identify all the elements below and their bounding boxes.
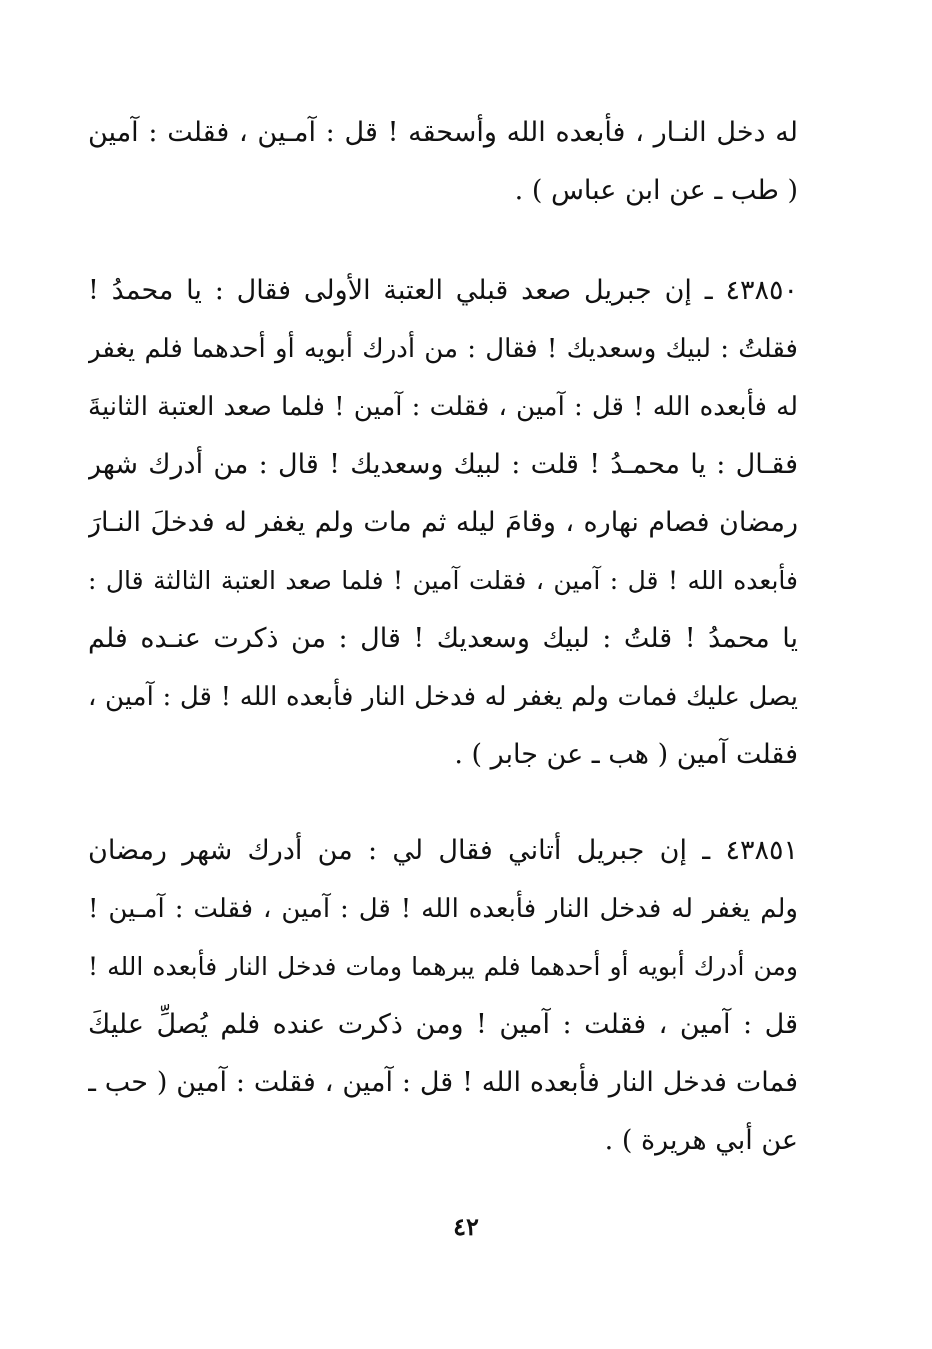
text-line: ومن أدرك أبويه أو أحدهما فلم يبرهما ومات فدخل النار فأبعده الله ! bbox=[88, 952, 798, 981]
text-line: ( طب ـ عن ابن عباس ) . bbox=[514, 175, 798, 206]
text-line: له دخل النـار ، فأبعده الله وأسحقه ! قل : آمـين ، فقلت : آمين bbox=[88, 117, 798, 148]
text-line: ٤٣٨٥٠ ـ إن جبريل صعد قبلي العتبة الأولى فقال : يا محمدُ ! bbox=[88, 275, 798, 306]
paragraph-hadith-43850 bbox=[88, 262, 798, 784]
paragraph-hadith-43851 bbox=[88, 822, 798, 1170]
text-line: فأبعده الله ! قل : آمين ، فقلت آمين ! فلما صعد العتبة الثالثة قال : bbox=[88, 566, 798, 595]
text-line: فقلت آمين ( هب ـ عن جابر ) . bbox=[454, 739, 798, 770]
text-line: يصل عليك فمات ولم يغفر له فدخل النار فأبعده الله ! قل : آمين ، bbox=[88, 682, 798, 712]
text-line: فمات فدخل النار فأبعده الله ! قل : آمين ، فقلت : آمين ( حب ـ bbox=[88, 1067, 798, 1098]
text-line: عن أبي هريرة ) . bbox=[604, 1125, 798, 1156]
text-line: قل : آمين ، فقلت : آمين ! ومن ذكرت عنده فلم يُصلِّ عليكَ bbox=[88, 1009, 798, 1040]
text-line: ولم يغفر له فدخل النار فأبعده الله ! قل : آمين ، فقلت : آمـين ! bbox=[88, 894, 798, 924]
text-line: فقـال : يا محمـدُ ! قلت : لبيك وسعديك ! قال : من أدرك شهر bbox=[88, 449, 798, 480]
paragraph-hadith-continuation bbox=[88, 104, 798, 220]
text-line: فقلتُ : لبيك وسعديك ! فقال : من أدرك أبويه أو أحدهما فلم يغفر bbox=[88, 334, 798, 364]
text-line: له فأبعده الله ! قل : آمين ، فقلت : آمين ! فلما صعد العتبة الثانيةَ bbox=[88, 392, 798, 422]
page-number: ٤٢ bbox=[453, 1212, 479, 1241]
text-line: يا محمدُ ! قلتُ : لبيك وسعديك ! قال : من ذكرت عنـده فلم bbox=[88, 623, 798, 654]
text-line: ٤٣٨٥١ ـ إن جبريل أتاني فقال لي : من أدرك شهر رمضان bbox=[88, 835, 798, 866]
text-line: رمضان فصام نهاره ، وقامَ ليله ثم مات ولم يغفر له فدخلَ النـارَ bbox=[88, 507, 798, 538]
